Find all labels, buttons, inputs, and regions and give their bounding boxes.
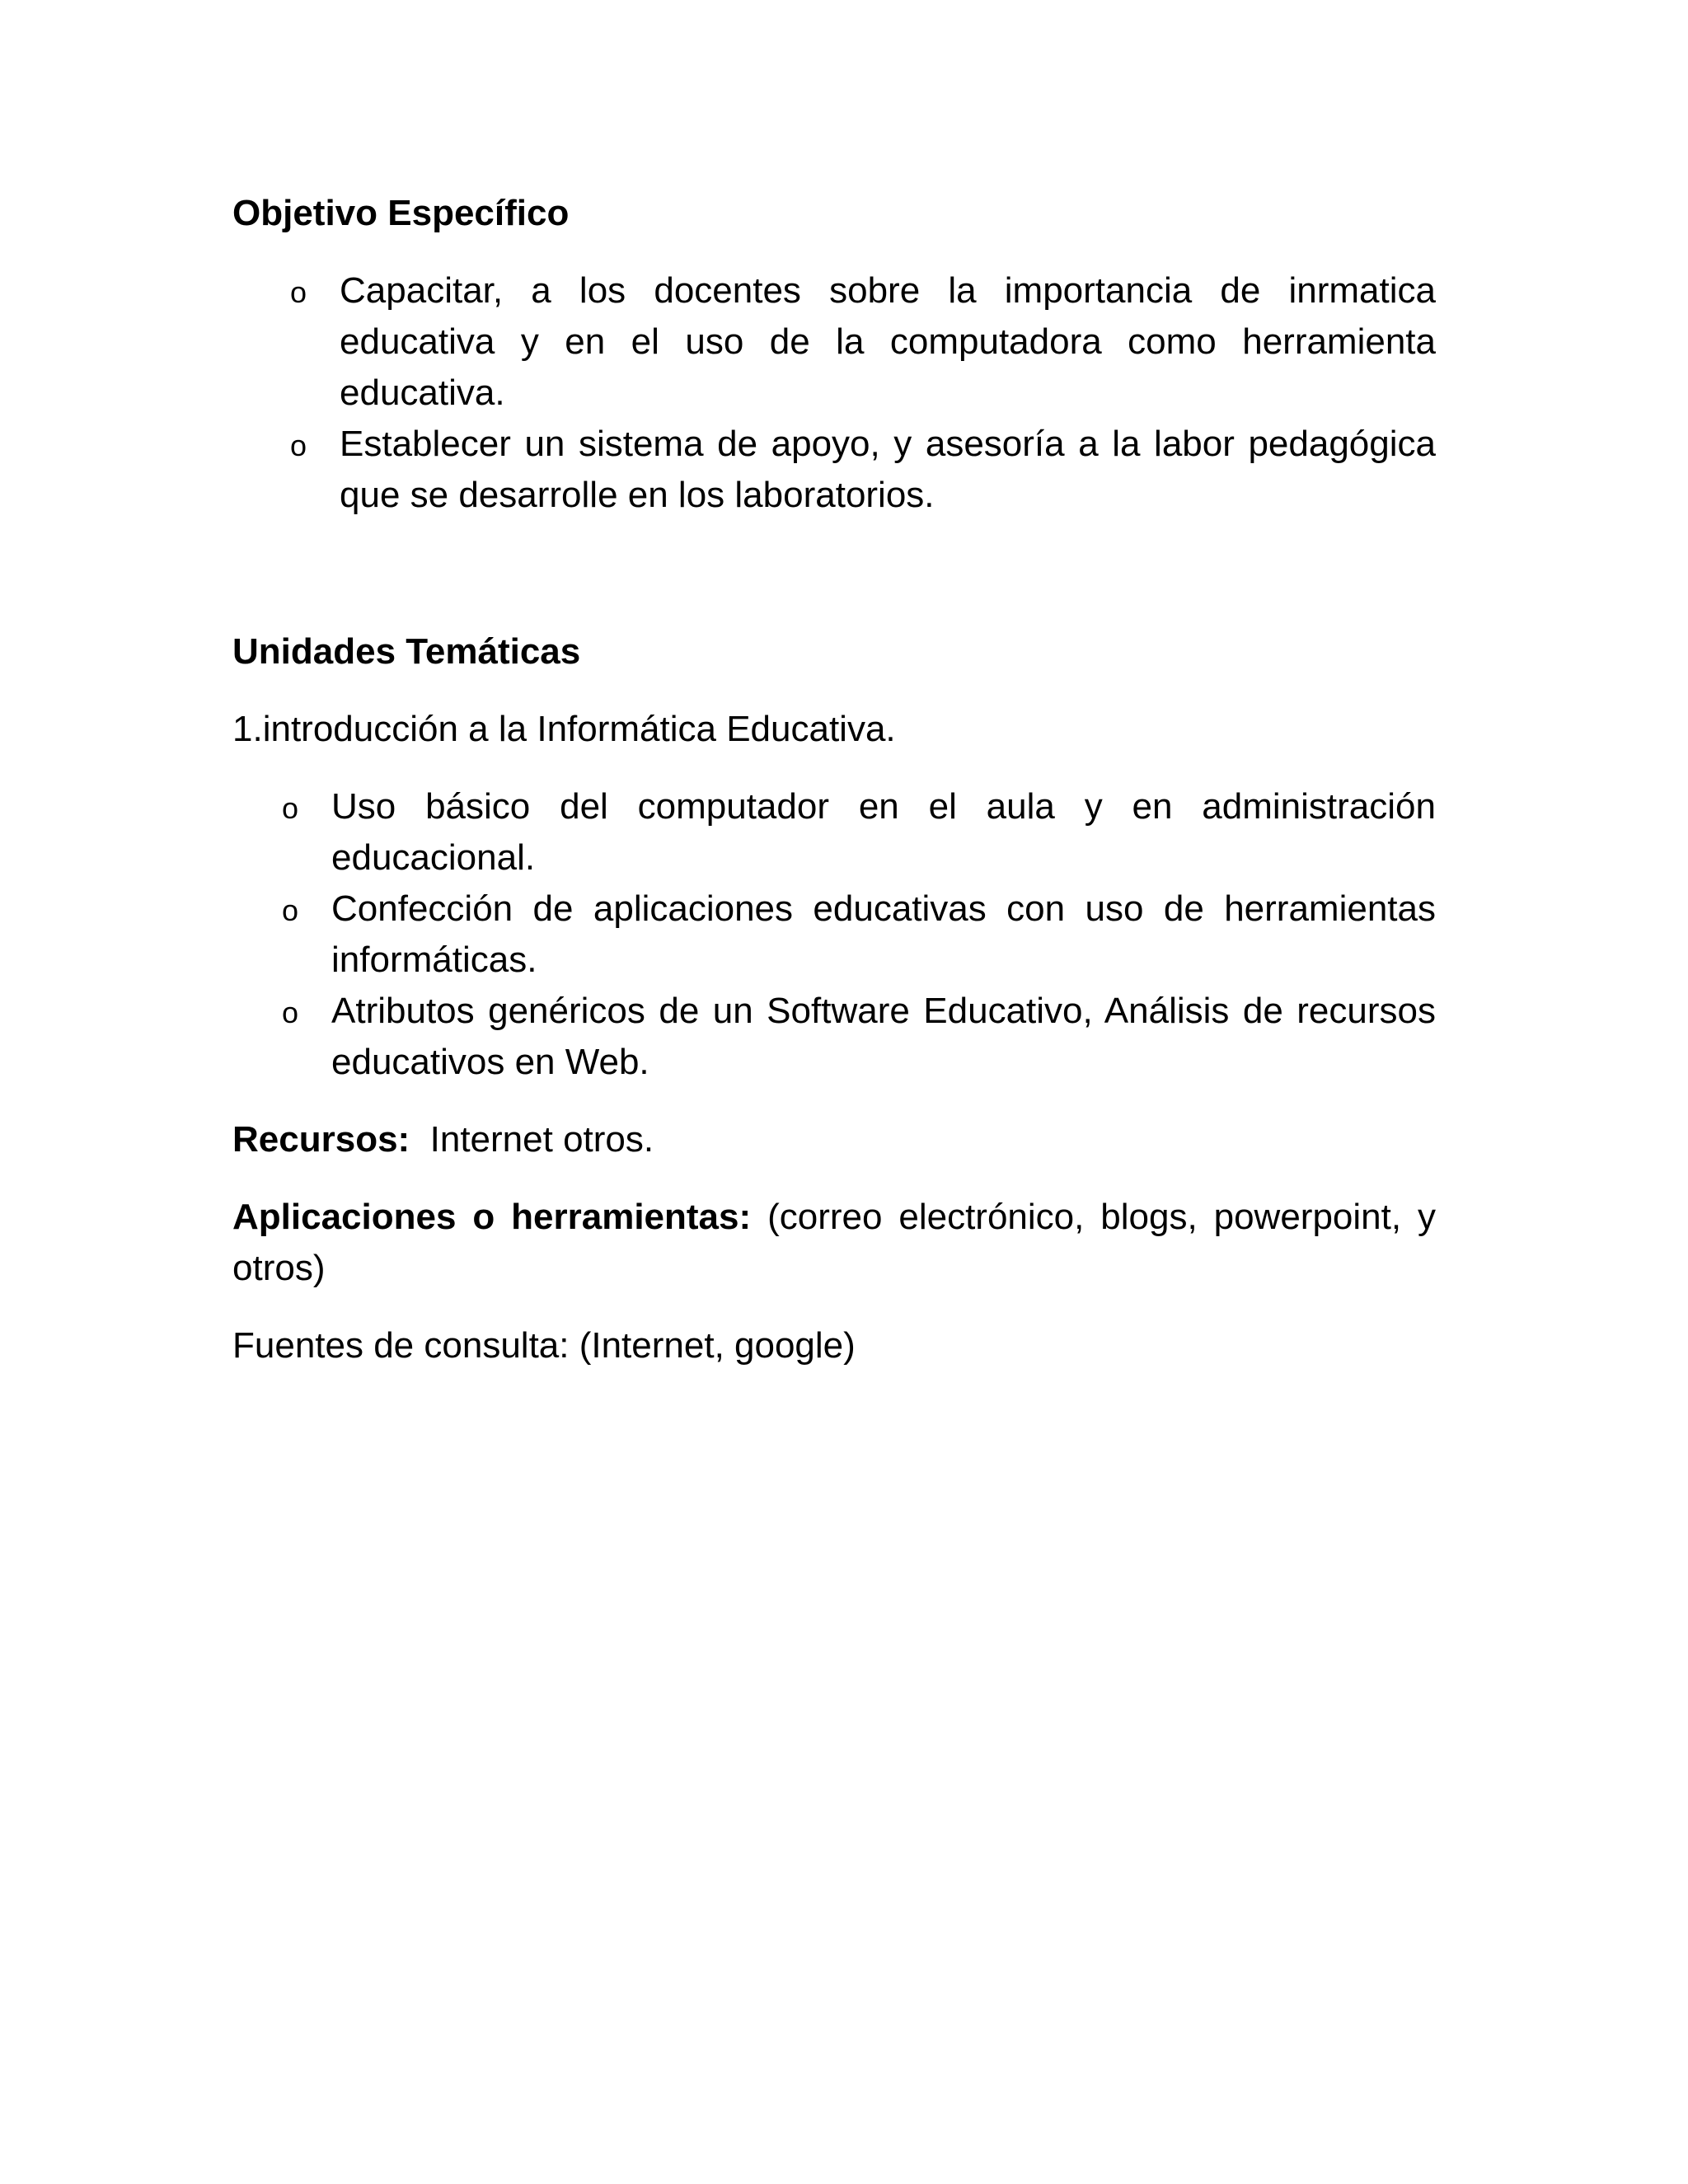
aplicaciones-paragraph [232,1192,1436,1294]
list-item [232,986,1436,1088]
bullet-circle-icon: o [282,791,299,825]
bullet-circle-icon: o [282,996,299,1029]
document-page [232,188,1436,1371]
recursos-paragraph [232,1114,1436,1165]
unit-1-list [232,781,1436,1088]
objetivo-heading: Objetivo Específico [232,193,570,233]
recursos-label: Recursos: [232,1119,410,1160]
list-item-text: Confección de aplicaciones educativas con uso de herramientas informáticas. [331,888,1436,980]
aplicaciones-value: (correo electrónico, blogs, powerpoint, y otros) [232,1197,1436,1288]
list-item-text: Capacitar, a los docentes sobre la importancia de inrmatica educativa y en el uso de la computadora como herramienta educativa. [340,270,1436,413]
objetivo-list [232,265,1436,521]
list-item-text: Establecer un sistema de apoyo, y asesoría a la labor pedagógica que se desarrolle en los laboratorios. [340,424,1436,515]
list-item [232,781,1436,883]
aplicaciones-label: Aplicaciones o herramientas: [232,1197,752,1237]
list-item [232,419,1436,521]
bullet-circle-icon: o [282,893,299,927]
list-item [232,883,1436,986]
list-item-text: Uso básico del computador en el aula y en administración educacional. [331,786,1436,878]
unidades-heading: Unidades Temáticas [232,631,581,672]
unit-1-title: 1.introducción a la Informática Educativa. [232,709,896,749]
bullet-circle-icon: o [290,275,307,309]
fuentes-paragraph: Fuentes de consulta: (Internet, google) [232,1325,856,1366]
list-item [232,265,1436,419]
list-item-text: Atributos genéricos de un Software Educativo, Análisis de recursos educativos en Web. [331,991,1436,1082]
bullet-circle-icon: o [290,429,307,462]
recursos-value: Internet otros. [429,1119,654,1160]
